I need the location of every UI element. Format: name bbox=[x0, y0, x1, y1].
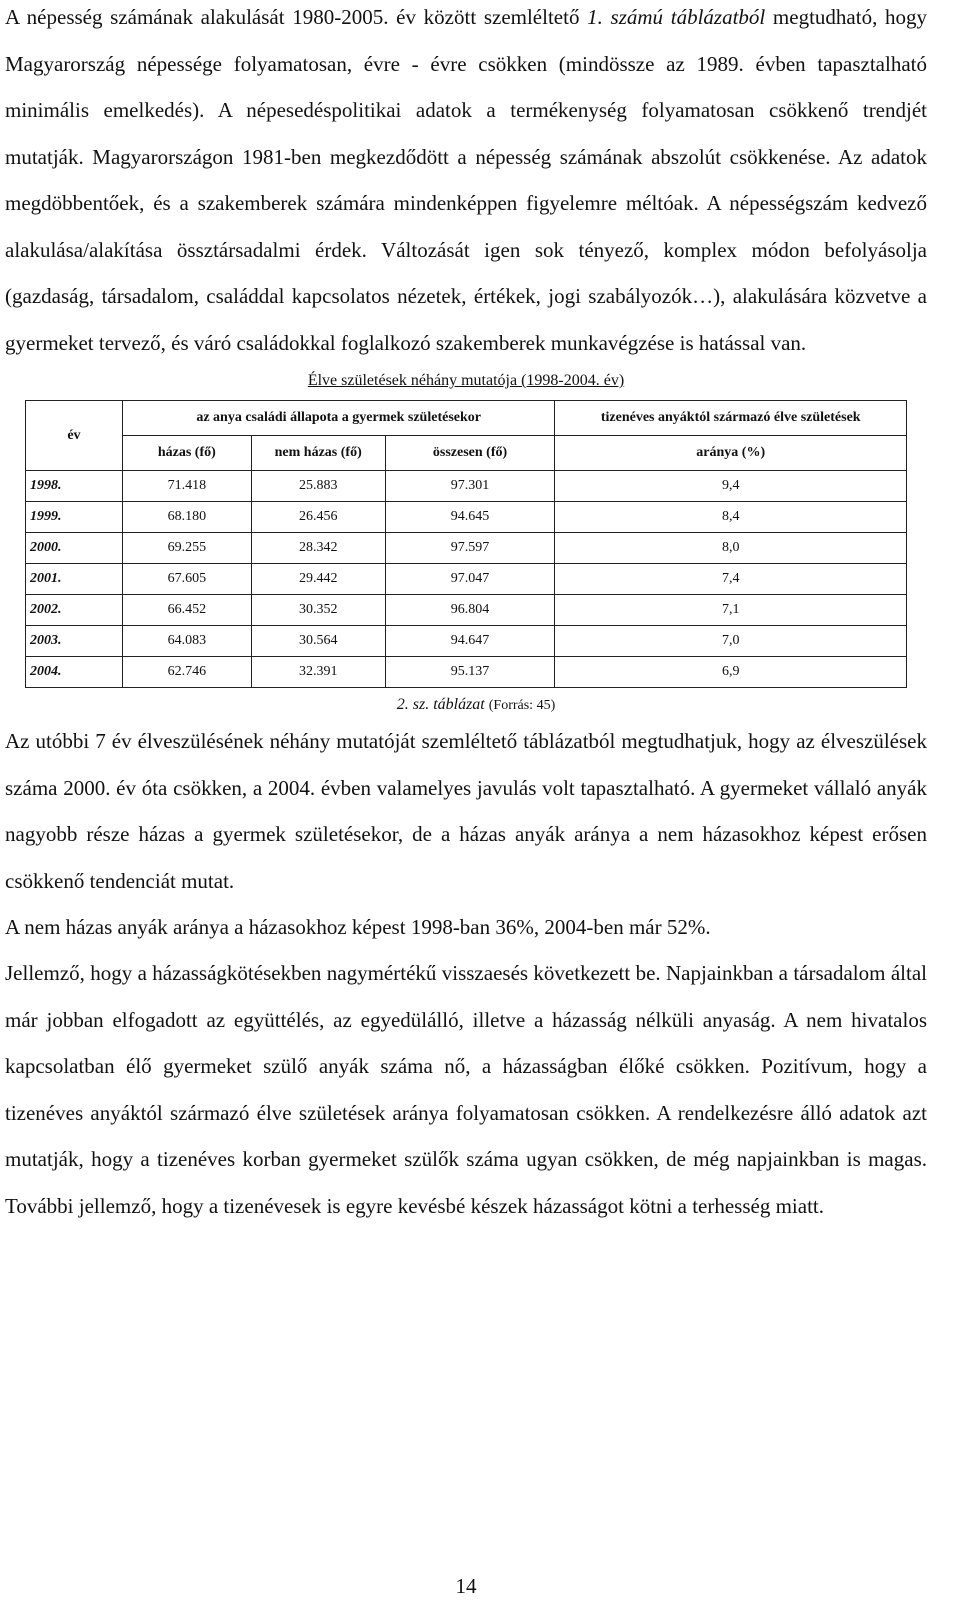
table-row bbox=[26, 626, 907, 657]
cell-total: 97.047 bbox=[385, 564, 555, 595]
cell-teen-ratio: 9,4 bbox=[555, 471, 907, 502]
birth-statistics-table bbox=[25, 400, 907, 688]
cell-married: 68.180 bbox=[122, 502, 251, 533]
paragraph-population-pre: A népesség számának alakulását 1980-2005. év között szemléltető bbox=[5, 5, 588, 29]
cell-unmarried: 30.352 bbox=[251, 595, 385, 626]
table-row bbox=[26, 533, 907, 564]
paragraph-population bbox=[5, 0, 927, 366]
cell-year: 2000. bbox=[26, 533, 123, 564]
cell-unmarried: 28.342 bbox=[251, 533, 385, 564]
cell-year: 2004. bbox=[26, 657, 123, 688]
cell-teen-ratio: 6,9 bbox=[555, 657, 907, 688]
table-caption bbox=[5, 696, 927, 714]
cell-married: 67.605 bbox=[122, 564, 251, 595]
cell-married: 66.452 bbox=[122, 595, 251, 626]
paragraph-births: Az utóbbi 7 év élveszülésének néhány mutatóját szemléltető táblázatból megtudhatjuk, hogy az élveszülések száma 2000. év óta csökken, a 2004. évben valamelyes javulás volt tapasztalható. A gyermeket vállaló anyák nagyobb része házas a gyermek születésekor, de a házas anyák aránya a nem házasokhoz képest erősen csökkenő tendenciát mutat. bbox=[5, 729, 927, 893]
cell-total: 97.597 bbox=[385, 533, 555, 564]
table-caption-source: (Forrás: 45) bbox=[488, 698, 556, 713]
cell-year: 2001. bbox=[26, 564, 123, 595]
cell-year: 1999. bbox=[26, 502, 123, 533]
header-marital-status: az anya családi állapota a gyermek születésekor bbox=[122, 401, 555, 436]
cell-unmarried: 30.564 bbox=[251, 626, 385, 657]
cell-unmarried: 25.883 bbox=[251, 471, 385, 502]
paragraph-population-post: megtudható, hogy Magyarország népessége folyamatosan, évre - évre csökken (mindössze az 1989. évben tapasztalható minimális emelkedés). A népesedéspolitikai adatok a termékenység folyamatosan csökkenő trendjét mutatják. Magyarországon 1981-ben megkezdődött a népesség számának abszolút csökkenése. Az adatok megdöbbentőek, és a szakemberek számára mindenképpen figyelemre méltóak. A népességszám kedvező alakulása/alakítása össztársadalmi érdek. Változását igen sok tényező, komplex módon befolyásolja (gazdaság, társadalom, családdal kapcsolatos nézetek, értékek, jogi szabályozók…), alakulására közvetve a gyermeket tervező, és váró családokkal foglalkozó szakemberek munkavégzése is hatással van. bbox=[5, 5, 927, 355]
header-teen-births: tizenéves anyáktól származó élve születések bbox=[555, 401, 907, 436]
cell-married: 71.418 bbox=[122, 471, 251, 502]
header-married: házas (fő) bbox=[122, 436, 251, 471]
header-teen-ratio: aránya (%) bbox=[555, 436, 907, 471]
cell-teen-ratio: 7,4 bbox=[555, 564, 907, 595]
header-total: összesen (fő) bbox=[385, 436, 555, 471]
cell-married: 69.255 bbox=[122, 533, 251, 564]
table-row bbox=[26, 471, 907, 502]
cell-total: 96.804 bbox=[385, 595, 555, 626]
paragraph-marriage-trends: Jellemző, hogy a házasságkötésekben nagymértékű visszaesés következett be. Napjainkban a társadalom által már jobban elfogadott az együttélés, az egyedülálló, illetve a házasság nélküli anyaság. A nem hivatalos kapcsolatban élő gyermeket szülő anyák száma nő, a házasságban élőké csökken. Pozitívum, hogy a tizenéves anyáktól származó élve születések aránya folyamatosan csökken. A rendelkezésre álló adatok azt mutatják, hogy a tizenéves korban gyermeket szülők száma ugyan csökken, de még napjainkban is magas. További jellemző, hogy a tizenévesek is egyre kevésbé készek házasságot kötni a terhesség miatt. bbox=[5, 961, 927, 1218]
cell-total: 94.647 bbox=[385, 626, 555, 657]
cell-year: 2003. bbox=[26, 626, 123, 657]
cell-married: 62.746 bbox=[122, 657, 251, 688]
header-year: év bbox=[26, 401, 123, 471]
cell-teen-ratio: 8,4 bbox=[555, 502, 907, 533]
cell-unmarried: 29.442 bbox=[251, 564, 385, 595]
table-row bbox=[26, 657, 907, 688]
page-number: 14 bbox=[455, 1574, 477, 1598]
table-row bbox=[26, 564, 907, 595]
paragraph-unmarried-ratio: A nem házas anyák aránya a házasokhoz képest 1998-ban 36%, 2004-ben már 52%. bbox=[5, 915, 711, 939]
paragraph-population-table-ref: 1. számú táblázatból bbox=[587, 5, 766, 29]
cell-teen-ratio: 7,0 bbox=[555, 626, 907, 657]
table-header-row-bottom bbox=[26, 436, 907, 471]
table-caption-label: 2. sz. táblázat bbox=[396, 696, 485, 713]
cell-total: 94.645 bbox=[385, 502, 555, 533]
table-body bbox=[26, 401, 907, 688]
cell-total: 97.301 bbox=[385, 471, 555, 502]
cell-year: 1998. bbox=[26, 471, 123, 502]
table-row bbox=[26, 595, 907, 626]
table-row bbox=[26, 502, 907, 533]
cell-year: 2002. bbox=[26, 595, 123, 626]
cell-teen-ratio: 7,1 bbox=[555, 595, 907, 626]
document-page bbox=[5, 0, 927, 1229]
cell-unmarried: 26.456 bbox=[251, 502, 385, 533]
table-header-row-top bbox=[26, 401, 907, 436]
header-unmarried: nem házas (fő) bbox=[251, 436, 385, 471]
cell-total: 95.137 bbox=[385, 657, 555, 688]
cell-teen-ratio: 8,0 bbox=[555, 533, 907, 564]
table-title: Élve születések néhány mutatója (1998-2004. év) bbox=[307, 372, 625, 389]
cell-married: 64.083 bbox=[122, 626, 251, 657]
cell-unmarried: 32.391 bbox=[251, 657, 385, 688]
